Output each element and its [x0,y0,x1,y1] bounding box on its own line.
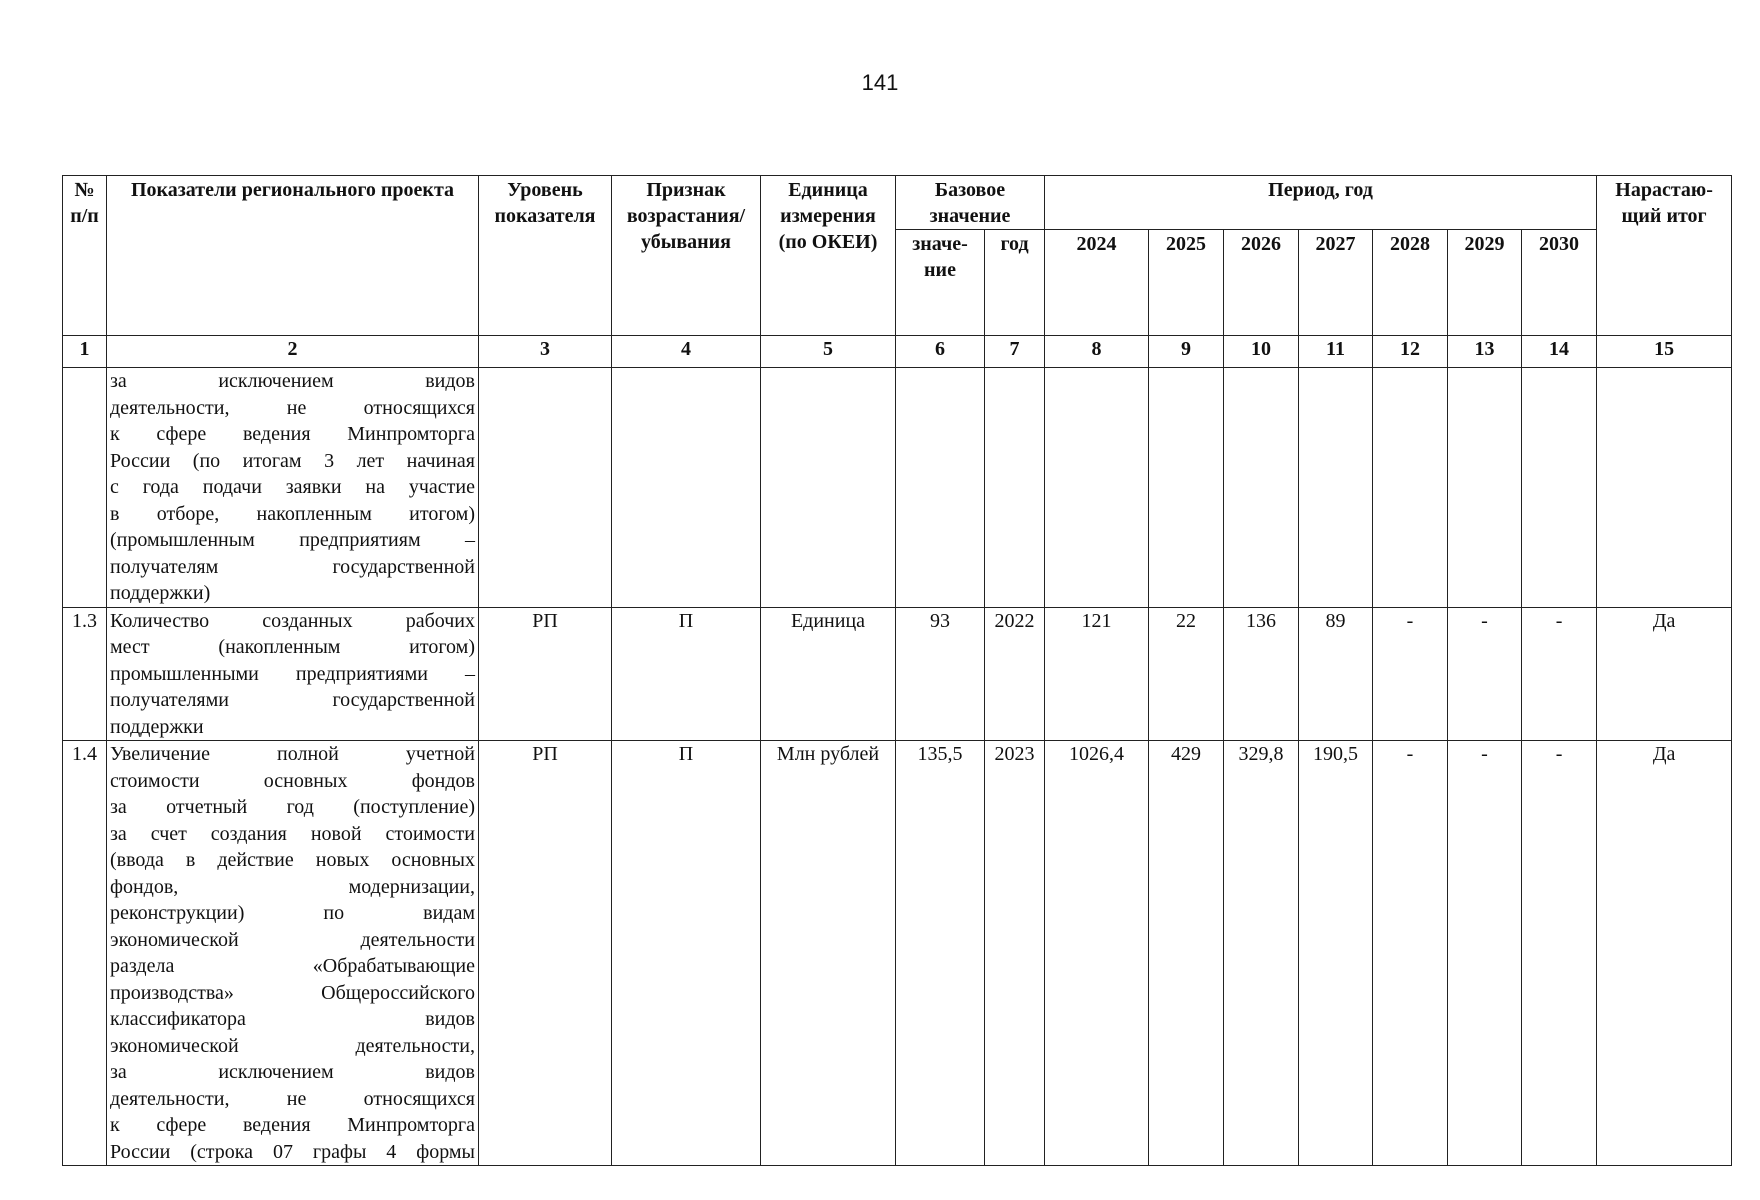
text-line: получателям государственной [110,555,475,578]
row-indicator-text [107,741,479,1166]
table-row [63,607,1732,741]
row-y2028 [1373,368,1448,608]
row-sign: П [612,607,761,741]
column-number: 12 [1373,336,1448,368]
row-y2024: 121 [1045,607,1149,741]
header-indicators: Показатели регионального проекта [107,176,479,336]
row-sign: П [612,741,761,1166]
column-number: 5 [761,336,896,368]
header-year-2027: 2027 [1299,230,1373,336]
column-number: 3 [479,336,612,368]
row-y2029: - [1448,741,1522,1166]
header-base-value: значе-ние [896,230,985,336]
row-num [63,368,107,608]
header-unit: Единица измерения (по ОКЕИ) [761,176,896,336]
text-line: раздела «Обрабатывающие [110,955,475,977]
text-line: в отборе, накопленным итогом) [110,502,475,525]
row-cumulative: Да [1597,741,1732,1166]
text-line: с года подачи заявки на участие [110,476,475,498]
row-y2028: - [1373,607,1448,741]
text-line: промышленными предприятиями – [110,662,475,685]
column-number: 14 [1522,336,1597,368]
column-number: 1 [63,336,107,368]
table-row [63,741,1732,1166]
text-line: к сфере ведения Минпромторга [110,1114,475,1136]
row-y2030 [1522,368,1597,608]
header-sign: Признак возрастания/ убывания [612,176,761,336]
header-base: Базовое значение [896,176,1045,230]
text-line: классификатора видов [110,1008,475,1030]
row-base-value: 135,5 [896,741,985,1166]
column-number: 15 [1597,336,1732,368]
header-cumulative: Нарастаю-щий итог [1597,176,1732,336]
row-y2026: 329,8 [1224,741,1299,1166]
page-number: 141 [861,70,899,95]
text-line: мест (накопленным итогом) [110,636,475,658]
row-unit: Единица [761,607,896,741]
header-year-2025: 2025 [1149,230,1224,336]
column-number: 11 [1299,336,1373,368]
row-y2025: 429 [1149,741,1224,1166]
text-line: деятельности, не относящихся [110,396,475,419]
header-year-2030: 2030 [1522,230,1597,336]
text-line: фондов, модернизации, [110,875,475,898]
header-year-2024: 2024 [1045,230,1149,336]
column-number: 13 [1448,336,1522,368]
indicators-table [62,175,1732,1166]
column-number: 4 [612,336,761,368]
header-year-2029: 2029 [1448,230,1522,336]
row-base-value: 93 [896,607,985,741]
row-cumulative: Да [1597,607,1732,741]
row-y2027: 89 [1299,607,1373,741]
row-y2026 [1224,368,1299,608]
text-line: (ввода в действие новых основных [110,849,475,871]
table-row [63,368,1732,608]
text-line: поддержки [110,715,204,738]
row-y2027: 190,5 [1299,741,1373,1166]
row-base-year [985,368,1045,608]
row-base-value [896,368,985,608]
row-y2025 [1149,368,1224,608]
text-line: к сфере ведения Минпромторга [110,423,475,445]
row-num: 1.4 [63,741,107,1166]
row-y2030: - [1522,607,1597,741]
row-sign [612,368,761,608]
column-number: 6 [896,336,985,368]
row-level: РП [479,607,612,741]
header-num: № п/п [63,176,107,336]
header-base-year: год [985,230,1045,336]
text-line: за исключением видов [110,370,475,392]
column-number: 9 [1149,336,1224,368]
text-line: за счет создания новой стоимости [110,822,475,845]
text-line: деятельности, не относящихся [110,1087,475,1110]
text-line: производства» Общероссийского [110,981,475,1004]
text-line: экономической деятельности [110,928,475,951]
row-indicator-text [107,368,479,608]
header-year-2028: 2028 [1373,230,1448,336]
row-y2027 [1299,368,1373,608]
column-number: 8 [1045,336,1149,368]
row-level: РП [479,741,612,1166]
row-unit: Млн рублей [761,741,896,1166]
text-line: Увеличение полной учетной [110,743,475,765]
row-y2029: - [1448,607,1522,741]
column-number: 7 [985,336,1045,368]
row-y2028: - [1373,741,1448,1166]
row-indicator-text [107,607,479,741]
row-level [479,368,612,608]
row-base-year: 2022 [985,607,1045,741]
text-line: экономической деятельности, [110,1034,475,1057]
header-year-2026: 2026 [1224,230,1299,336]
header-period: Период, год [1045,176,1597,230]
column-number: 10 [1224,336,1299,368]
text-line: Количество созданных рабочих [110,609,475,632]
row-y2024: 1026,4 [1045,741,1149,1166]
row-y2030: - [1522,741,1597,1166]
text-line: стоимости основных фондов [110,769,475,792]
row-y2025: 22 [1149,607,1224,741]
header-row-top [63,176,1732,230]
row-base-year: 2023 [985,741,1045,1166]
text-line: за исключением видов [110,1061,475,1083]
row-unit [761,368,896,608]
row-y2026: 136 [1224,607,1299,741]
column-numbers-row [63,336,1732,368]
text-line: (промышленным предприятиям – [110,529,475,551]
row-y2024 [1045,368,1149,608]
row-y2029 [1448,368,1522,608]
text-line: России (по итогам 3 лет начиная [110,449,475,472]
text-line: реконструкции) по видам [110,902,475,924]
text-line: получателями государственной [110,689,475,711]
header-level: Уровень показателя [479,176,612,336]
text-line: поддержки) [110,582,211,604]
text-line: за отчетный год (поступление) [110,796,475,818]
column-number: 2 [107,336,479,368]
row-cumulative [1597,368,1732,608]
text-line: России (строка 07 графы 4 формы [110,1140,475,1163]
row-num: 1.3 [63,607,107,741]
